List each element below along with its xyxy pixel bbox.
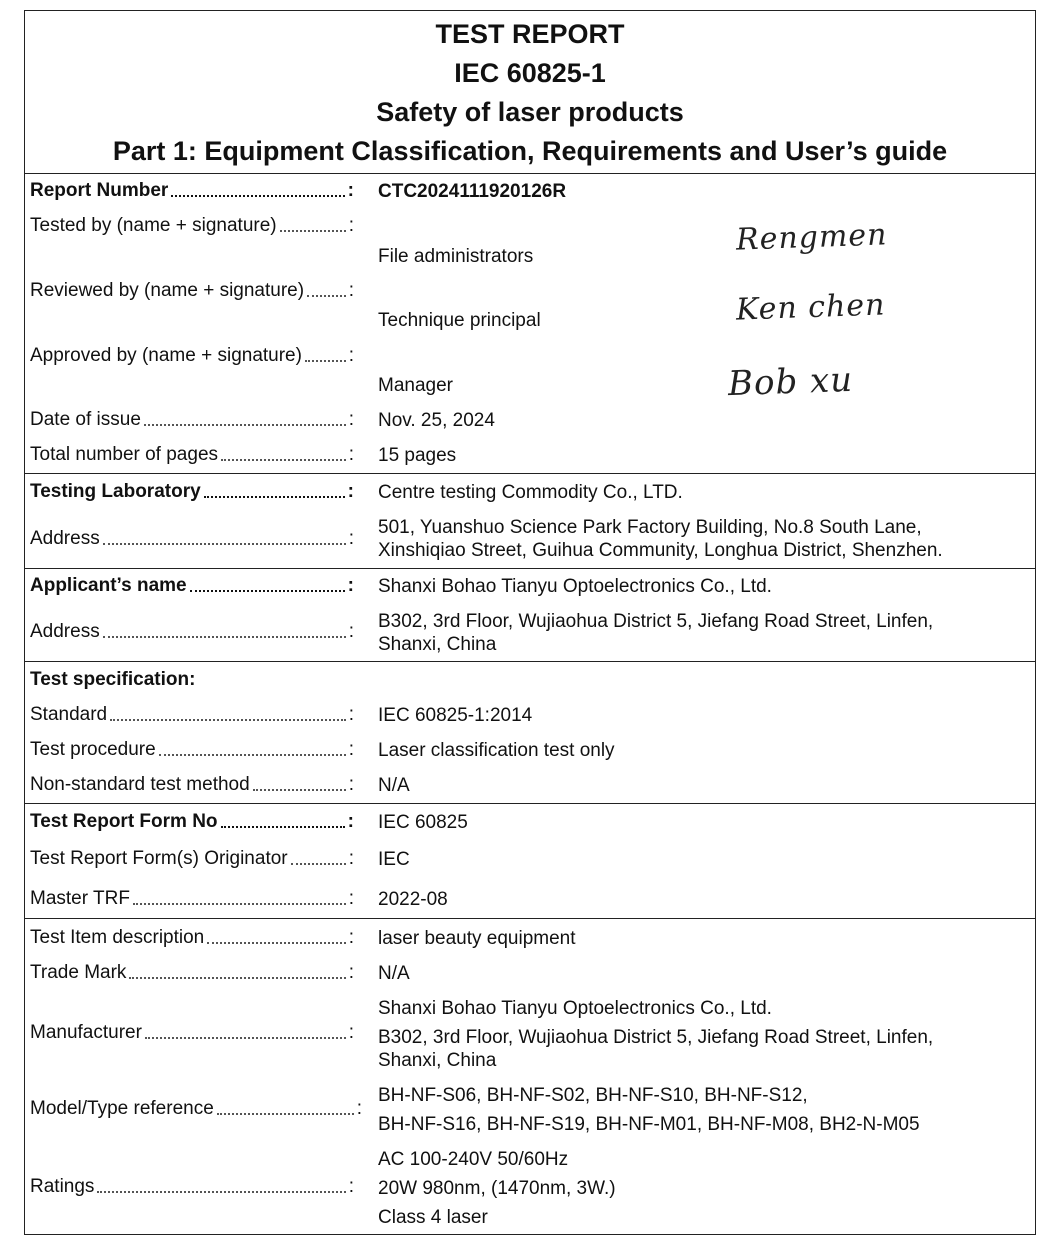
manufacturer-line-3: Shanxi, China — [378, 1050, 497, 1071]
applicant-address-line-1: B302, 3rd Floor, Wujiaohua District 5, Jiefang Road Street, Linfen, — [378, 611, 934, 632]
reviewed-by-label — [30, 280, 354, 302]
title-line-2: IEC 60825-1 — [454, 58, 606, 88]
label-text: Report Number — [30, 180, 169, 201]
colon: : — [348, 1022, 354, 1043]
colon: : — [348, 215, 354, 236]
standard-label — [30, 704, 354, 726]
colon: : — [356, 1098, 362, 1119]
approved-by-label — [30, 345, 354, 367]
colon: : — [347, 575, 354, 596]
nonstandard-label — [30, 774, 354, 796]
label-text: Model/Type reference — [30, 1098, 214, 1119]
label-text: Test Item description — [30, 927, 205, 948]
test-spec-heading — [30, 669, 354, 691]
dot-leader — [207, 942, 345, 944]
dot-leader — [307, 295, 346, 297]
colon: : — [348, 704, 354, 725]
pages-label — [30, 444, 354, 466]
label-text: Manufacturer — [30, 1022, 142, 1043]
dot-leader — [103, 543, 346, 545]
divider — [24, 661, 1036, 662]
trf-no-label — [30, 811, 354, 833]
label-text: Date of issue — [30, 409, 141, 430]
dot-leader — [291, 863, 346, 865]
testing-lab-name: Centre testing Commodity Co., LTD. — [378, 482, 683, 503]
label-text: Approved by (name + signature) — [30, 345, 302, 366]
tested-by-signature: Rengmen — [735, 217, 888, 258]
colon: : — [348, 280, 354, 301]
dot-leader — [221, 826, 345, 828]
divider — [24, 918, 1036, 919]
dot-leader — [217, 1113, 354, 1115]
lab-address-line-1: 501, Yuanshuo Science Park Factory Building, No.8 South Lane, — [378, 517, 922, 538]
tested-by-label — [30, 215, 354, 237]
colon: : — [347, 180, 354, 201]
dot-leader — [253, 789, 346, 791]
colon: : — [348, 444, 354, 465]
tested-by-role: File administrators — [378, 246, 534, 267]
ratings-line-2: 20W 980nm, (1470nm, 3W.) — [378, 1178, 616, 1199]
title-line-3: Safety of laser products — [376, 97, 684, 127]
item-description: laser beauty equipment — [378, 928, 576, 949]
divider — [24, 803, 1036, 804]
label-text: Reviewed by (name + signature) — [30, 280, 305, 301]
lab-address-label — [30, 528, 354, 550]
divider — [24, 173, 1036, 174]
label-text: Tested by (name + signature) — [30, 215, 277, 236]
label-text: Trade Mark — [30, 962, 127, 983]
item-description-label — [30, 927, 354, 949]
ratings-line-1: AC 100-240V 50/60Hz — [378, 1149, 569, 1170]
reviewed-by-signature: Ken chen — [735, 287, 886, 328]
manufacturer-line-2: B302, 3rd Floor, Wujiaohua District 5, Jiefang Road Street, Linfen, — [378, 1027, 934, 1048]
dot-leader — [305, 360, 346, 362]
dot-leader — [280, 230, 346, 232]
master-trf-value: 2022-08 — [378, 889, 448, 910]
report-number: CTC2024111920126R — [378, 181, 567, 202]
model-line-1: BH-NF-S06, BH-NF-S02, BH-NF-S10, BH-NF-S12, — [378, 1085, 808, 1106]
master-trf-label — [30, 888, 354, 910]
applicant-address-label — [30, 621, 354, 643]
procedure-label — [30, 739, 354, 761]
title-line-4: Part 1: Equipment Classification, Requirements and User’s guide — [112, 136, 948, 166]
applicant-name: Shanxi Bohao Tianyu Optoelectronics Co., Ltd. — [378, 576, 772, 597]
label-text: Total number of pages — [30, 444, 219, 465]
label-text: Test Report Form(s) Originator — [30, 848, 288, 869]
manufacturer-label — [30, 1022, 354, 1044]
dot-leader — [110, 719, 346, 721]
colon: : — [348, 528, 354, 549]
total-pages: 15 pages — [378, 445, 457, 466]
divider — [24, 568, 1036, 569]
label-text: Test procedure — [30, 739, 156, 760]
divider — [24, 473, 1036, 474]
trademark-label — [30, 962, 354, 984]
dot-leader — [204, 496, 345, 498]
dot-leader — [97, 1191, 345, 1193]
approved-by-role: Manager — [378, 375, 453, 396]
colon: : — [347, 811, 354, 832]
colon: : — [348, 927, 354, 948]
originator-value: IEC — [378, 849, 410, 870]
date-of-issue: Nov. 25, 2024 — [378, 410, 495, 431]
procedure-value: Laser classification test only — [378, 740, 615, 761]
dot-leader — [133, 903, 346, 905]
colon: : — [348, 848, 354, 869]
dot-leader — [190, 590, 345, 592]
dot-leader — [144, 424, 346, 426]
report-number-label — [30, 180, 354, 202]
colon: : — [348, 409, 354, 430]
label-text: Non-standard test method — [30, 774, 250, 795]
colon: : — [347, 481, 354, 502]
colon: : — [348, 888, 354, 909]
trf-no-value: IEC 60825 — [378, 812, 468, 833]
label-text: Testing Laboratory — [30, 481, 201, 502]
colon: : — [348, 621, 354, 642]
label-text: Master TRF — [30, 888, 130, 909]
label-text: Ratings — [30, 1176, 95, 1197]
originator-label — [30, 848, 354, 870]
colon: : — [348, 345, 354, 366]
label-text: Test Report Form No — [30, 811, 218, 832]
trademark-value: N/A — [378, 963, 410, 984]
label-text: Standard — [30, 704, 108, 725]
colon: : — [348, 1176, 354, 1197]
model-line-2: BH-NF-S16, BH-NF-S19, BH-NF-M01, BH-NF-M08, BH2-N-M05 — [378, 1114, 920, 1135]
dot-leader — [129, 977, 345, 979]
manufacturer-line-1: Shanxi Bohao Tianyu Optoelectronics Co., Ltd. — [378, 998, 772, 1019]
ratings-label — [30, 1176, 354, 1198]
approved-by-signature: Bob xu — [727, 359, 854, 405]
colon: : — [348, 962, 354, 983]
dot-leader — [221, 459, 346, 461]
dot-leader — [159, 754, 346, 756]
dot-leader — [103, 636, 346, 638]
applicant-label — [30, 575, 354, 597]
label-text: Address — [30, 528, 100, 549]
standard-value: IEC 60825-1:2014 — [378, 705, 533, 726]
applicant-address-line-2: Shanxi, China — [378, 634, 497, 655]
label-text: Applicant’s name — [30, 575, 187, 596]
colon: : — [348, 739, 354, 760]
model-label — [30, 1098, 362, 1120]
nonstandard-value: N/A — [378, 775, 410, 796]
lab-address-line-2: Xinshiqiao Street, Guihua Community, Longhua District, Shenzhen. — [378, 540, 943, 561]
testing-lab-label — [30, 481, 354, 503]
dot-leader — [171, 195, 344, 197]
date-label — [30, 409, 354, 431]
label-text: Address — [30, 621, 100, 642]
dot-leader — [145, 1037, 346, 1039]
label-text: Test specification: — [30, 669, 196, 690]
colon: : — [348, 774, 354, 795]
ratings-line-3: Class 4 laser — [378, 1207, 488, 1228]
title-line-1: TEST REPORT — [435, 19, 625, 49]
reviewed-by-role: Technique principal — [378, 310, 541, 331]
